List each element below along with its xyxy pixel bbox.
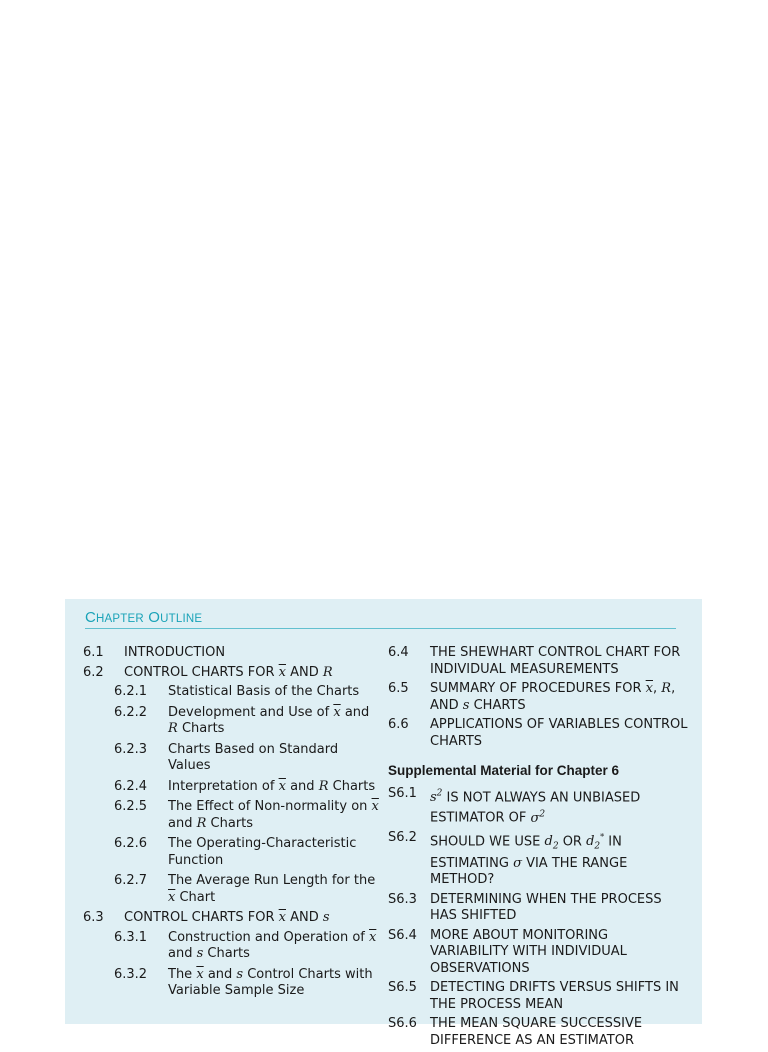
supplemental-item: S6.3 DETERMINING WHEN THE PROCESS HAS SHIFTED	[388, 891, 662, 924]
supplemental-item: S6.4 MORE ABOUT MONITORING VARIABILITY WITH INDIVIDUAL OBSERVATIONS	[388, 927, 627, 976]
supplemental-item: S6.6 THE MEAN SQUARE SUCCESSIVE DIFFERENCE AS AN ESTIMATOR	[388, 1016, 643, 1048]
outline-subitem: 6.3.1 Construction and Operation of $\overline{x}$ and s Charts	[114, 929, 377, 961]
outline-item: 6.2 CONTROL CHARTS FOR $\overline{x}$ AND R	[83, 664, 333, 680]
outline-item: 6.5 SUMMARY OF PROCEDURES FOR $\overline{x}$, R, AND s CHARTS	[388, 681, 676, 713]
outline-subitem: 6.3.2 The $\overline{x}$ and s Control Charts with Variable Sample Size	[114, 966, 373, 998]
outline-subitem: 6.2.7 The Average Run Length for the $\overline{x}$ Chart	[114, 873, 376, 905]
outline-subitem: 6.2.1 Statistical Basis of the Charts	[114, 684, 360, 699]
chapter-outline-box	[65, 599, 702, 1048]
outline-left-column	[83, 645, 379, 1004]
supplemental-item: S6.5 DETECTING DRIFTS VERSUS SHIFTS IN THE PROCESS MEAN	[388, 980, 679, 1012]
outline-subitem: 6.2.5 The Effect of Non-normality on $\overline{x}$ and R Charts	[114, 799, 379, 831]
supplemental-item: S6.1 $s^2$ IS NOT ALWAYS AN UNBIASED ESTIMATOR OF $\sigma^2$	[388, 785, 641, 826]
outline-subitem: 6.2.6 The Operating-Characteristic Function	[114, 836, 357, 868]
outline-right-column	[388, 645, 688, 1052]
outline-subitem: 6.2.4 Interpretation of $\overline{x}$ and R Charts	[114, 778, 376, 794]
supplemental-heading: Supplemental Material for Chapter 6	[388, 763, 620, 778]
outline-item: 6.6 APPLICATIONS OF VARIABLES CONTROL CHARTS	[388, 717, 688, 749]
outline-item: 6.3 CONTROL CHARTS FOR $\overline{x}$ AND s	[83, 910, 330, 925]
outline-item: 6.1 INTRODUCTION	[83, 645, 226, 660]
supplemental-item: S6.2 SHOULD WE USE $d_2$ OR $d_2^*$ IN ESTIMATING σ VIA THE RANGE METHOD?	[388, 830, 628, 888]
outline-subitem: 6.2.2 Development and Use of $\overline{x}$ and R Charts	[114, 704, 370, 736]
outline-subitem: 6.2.3 Charts Based on Standard Values	[114, 741, 339, 773]
chapter-outline-title: CHAPTER OUTLINE	[85, 609, 676, 629]
outline-item: 6.4 THE SHEWHART CONTROL CHART FOR INDIVIDUAL MEASUREMENTS	[388, 645, 681, 677]
